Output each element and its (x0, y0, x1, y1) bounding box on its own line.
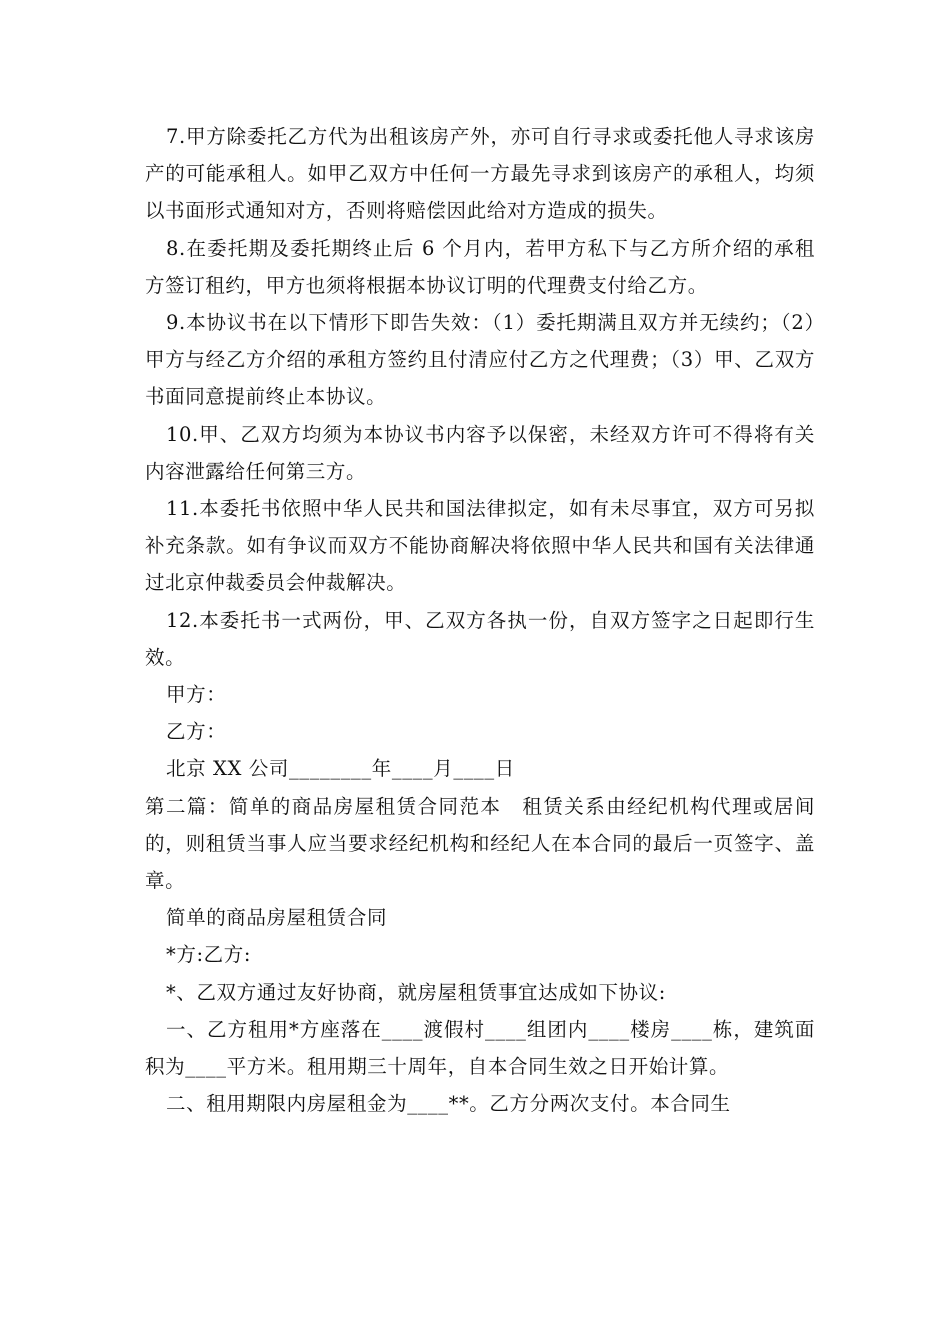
clause-10: 10.甲、乙双方均须为本协议书内容予以保密，未经双方许可不得将有关内容泄露给任何第三方。 (145, 422, 815, 483)
clause-11: 11.本委托书依照中华人民共和国法律拟定，如有未尽事宜，双方可另拟补充条款。如有争议而双方不能协商解决将依照中华人民共和国有关法律通过北京仲裁委员会仲裁解决。 (145, 497, 815, 595)
clause-8: 8.在委托期及委托期终止后 6 个月内，若甲方私下与乙方所介绍的承租方签订租约，甲方也须将根据本协议订明的代理费支付给乙方。 (145, 236, 815, 297)
agreement-line: *、乙双方通过友好协商，就房屋租赁事宜达成如下协议: (166, 980, 666, 1004)
clause-7: 7.甲方除委托乙方代为出租该房产外，亦可自行寻求或委托他人寻求该房产的可能承租人。如甲乙双方中任何一方最先寻求到该房产的承租人，均须以书面形式通知对方，否则将赔偿因此给对方造成的损失。 (145, 125, 815, 223)
company-date-line: 北京 XX 公司________年____月____日 (166, 757, 515, 781)
party-a-line: 甲方： (166, 683, 227, 707)
article-two: 二、租用期限内房屋租金为____**。乙方分两次支付。本合同生 (166, 1092, 731, 1116)
contract-title: 简单的商品房屋租赁合同 (166, 906, 388, 930)
clause-12: 12.本委托书一式两份，甲、乙双方各执一份，自双方签字之日起即行生效。 (145, 608, 815, 669)
section-two-intro: 第二篇：简单的商品房屋租赁合同范本 租赁关系由经纪机构代理或居间的，则租赁当事人应当要求经纪机构和经纪人在本合同的最后一页签字、盖章。 (145, 794, 815, 893)
document-body (145, 118, 815, 1122)
article-one: 一、乙方租用*方座落在____渡假村____组团内____楼房____栋，建筑面积为____平方米。租用期三十周年，自本合同生效之日开始计算。 (145, 1017, 815, 1079)
parties-line: *方:乙方: (166, 943, 251, 967)
party-b-line: 乙方： (166, 720, 227, 744)
clause-9: 9.本协议书在以下情形下即告失效：（1）委托期满且双方并无续约；（2）甲方与经乙方介绍的承租方签约且付清应付乙方之代理费；（3）甲、乙双方书面同意提前终止本协议。 (145, 311, 815, 409)
